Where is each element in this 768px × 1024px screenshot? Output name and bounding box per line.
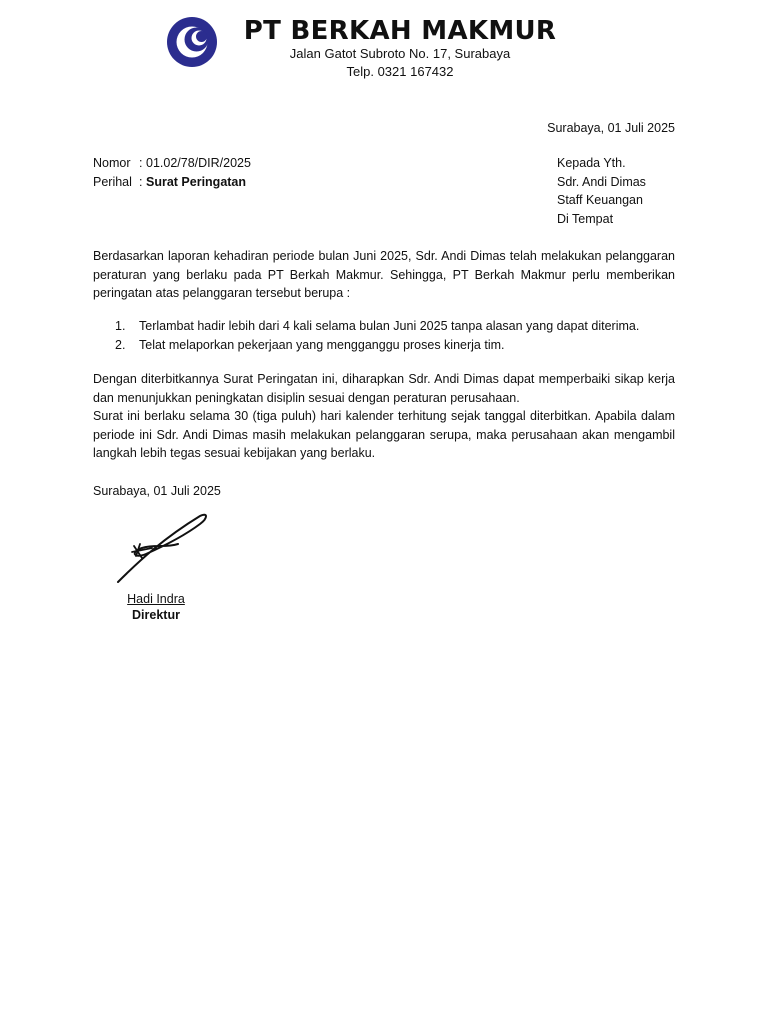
list-item-text: Terlambat hadir lebih dari 4 kali selama bulan Juni 2025 tanpa alasan yang dapat diterima.: [139, 319, 640, 333]
recipient-name: Sdr. Andi Dimas: [557, 174, 646, 189]
number-label: Nomor: [93, 156, 131, 170]
company-name: PT BERKAH MAKMUR: [243, 16, 557, 46]
subject-label: Perihal: [93, 174, 132, 189]
signer-title: Direktur: [132, 608, 180, 622]
company-phone: Telp. 0321 167432: [346, 64, 454, 79]
subject-row: [93, 173, 393, 192]
recipient-position: Staff Keuangan: [557, 193, 643, 207]
body-paragraph-1: Berdasarkan laporan kehadiran periode bulan Juni 2025, Sdr. Andi Dimas telah melakukan pelanggaran peraturan yang berlaku pada PT Berkah Makmur. Sehingga, PT Berkah Makmur perlu memberikan peringatan atas pelanggaran tersebut berupa :: [93, 249, 675, 300]
list-item: [93, 317, 675, 336]
violation-list: [93, 317, 675, 354]
letter-meta: [93, 154, 393, 191]
list-item-text: Telat melaporkan pekerjaan yang mengganggu proses kinerja tim.: [139, 337, 505, 352]
letterhead: [0, 0, 768, 90]
signer-name: Hadi Indra: [127, 592, 185, 606]
number-separator: :: [139, 156, 143, 170]
recipient-greeting: Kepada Yth.: [557, 156, 626, 170]
number-value: 01.02/78/DIR/2025: [146, 156, 251, 170]
letter-date: Surabaya, 01 Juli 2025: [547, 121, 675, 135]
body-paragraph-3: Surat ini berlaku selama 30 (tiga puluh) hari kalender terhitung sejak tanggal diterbitkan. Apabila dalam periode ini Sdr. Andi Dimas masih melakukan pelanggaran serupa, maka perusahaan akan mengambil langkah lebih tegas sesuai kebijakan yang berlaku.: [93, 409, 675, 460]
recipient-place: Di Tempat: [557, 211, 614, 226]
signature-icon: [112, 510, 212, 590]
number-row: [93, 154, 393, 173]
list-item-number: 1.: [115, 319, 126, 333]
list-item: [93, 336, 675, 355]
crescent-logo-icon: [166, 16, 218, 68]
closing-date: Surabaya, 01 Juli 2025: [93, 484, 221, 498]
recipient-block: [557, 154, 687, 228]
subject-value: Surat Peringatan: [146, 174, 247, 189]
list-item-number: 2.: [115, 337, 126, 352]
subject-separator: :: [139, 174, 143, 189]
body-paragraph-2: Dengan diterbitkannya Surat Peringatan ini, diharapkan Sdr. Andi Dimas dapat memperbaiki sikap kerja dan menunjukkan peningkatan disiplin sesuai dengan peraturan perusahaan.: [93, 372, 675, 405]
company-address: Jalan Gatot Subroto No. 17, Surabaya: [289, 46, 511, 61]
